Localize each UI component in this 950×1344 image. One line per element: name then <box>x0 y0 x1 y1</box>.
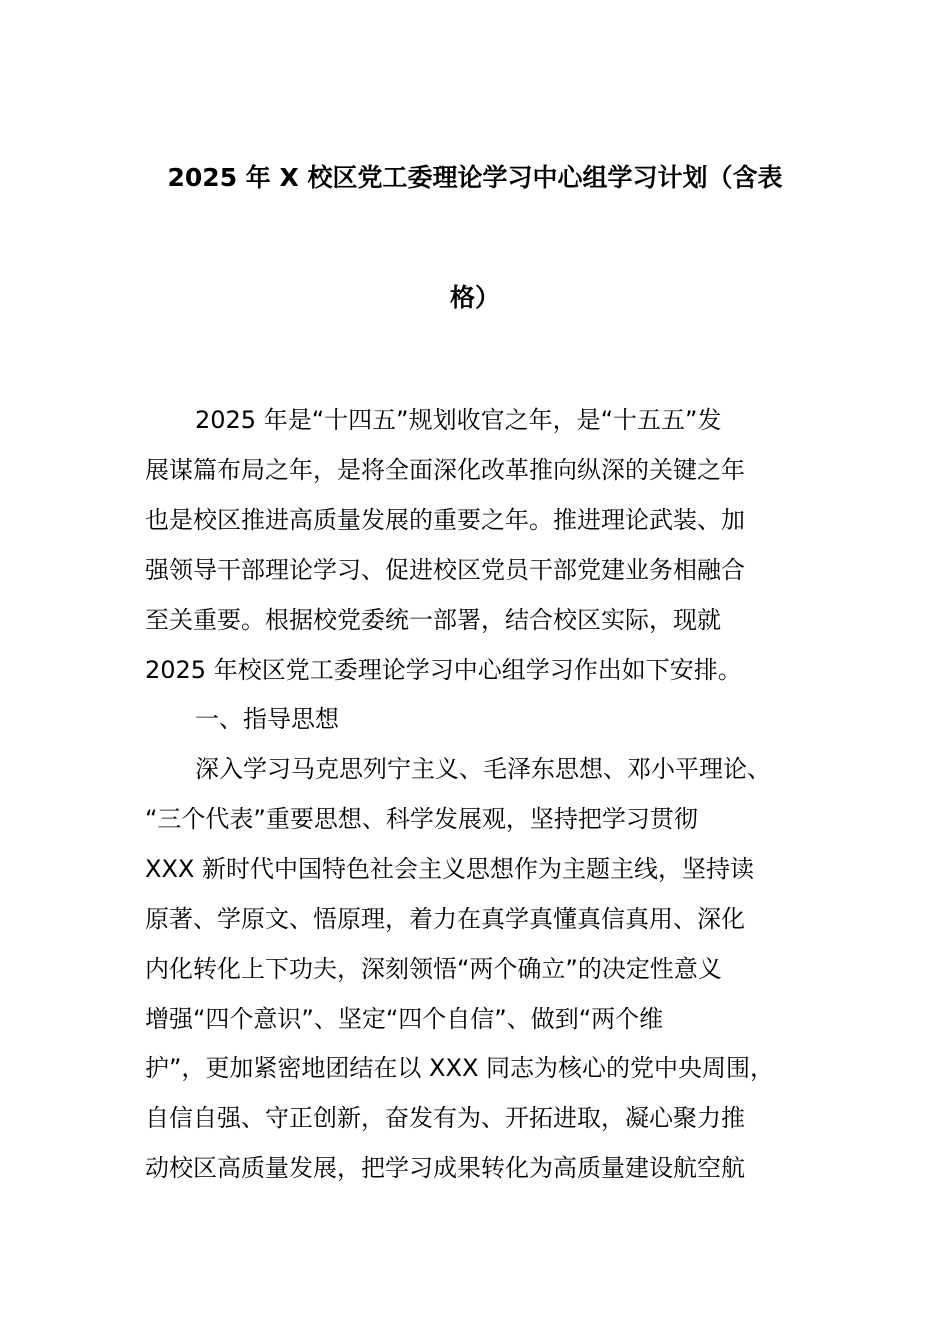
paragraph-line: 也是校区推进高质量发展的重要之年。推进理论武装、加 <box>145 506 745 534</box>
paragraph-line: 2025 年校区党工委理论学习中心组学习作出如下安排。 <box>145 656 742 684</box>
paragraph-line: 2025 年是“十四五”规划收官之年，是“十五五”发 <box>195 406 722 434</box>
document-title-line-1: 2025 年 X 校区党工委理论学习中心组学习计划（含表 <box>167 163 783 192</box>
paragraph-line: 自信自强、守正创新，奋发有为、开拓进取，凝心聚力推 <box>145 1104 745 1132</box>
paragraph-line: 增强“四个意识”、坚定“四个自信”、做到“两个维 <box>145 1005 664 1033</box>
paragraph-line: “三个代表”重要思想、科学发展观，坚持把学习贯彻 <box>145 805 698 833</box>
paragraph-line: 至关重要。根据校党委统一部署，结合校区实际，现就 <box>145 606 721 634</box>
paragraph-line: 强领导干部理论学习、促进校区党员干部党建业务相融合 <box>145 556 745 584</box>
paragraph-line: 深入学习马克思列宁主义、毛泽东思想、邓小平理论、 <box>195 755 771 783</box>
section-heading: 一、指导思想 <box>195 705 339 733</box>
document-title-line-2: 格） <box>449 283 500 312</box>
paragraph-line: 动校区高质量发展，把学习成果转化为高质量建设航空航 <box>145 1154 745 1182</box>
paragraph-line: 展谋篇布局之年，是将全面深化改革推向纵深的关键之年 <box>145 456 745 484</box>
paragraph-line: 内化转化上下功夫，深刻领悟“两个确立”的决定性意义 <box>145 955 722 983</box>
paragraph-line: 护”，更加紧密地团结在以 XXX 同志为核心的党中央周围， <box>145 1054 775 1082</box>
paragraph-line: 原著、学原文、悟原理，着力在真学真懂真信真用、深化 <box>145 905 745 933</box>
paragraph-line: XXX 新时代中国特色社会主义思想作为主题主线，坚持读 <box>145 855 754 883</box>
